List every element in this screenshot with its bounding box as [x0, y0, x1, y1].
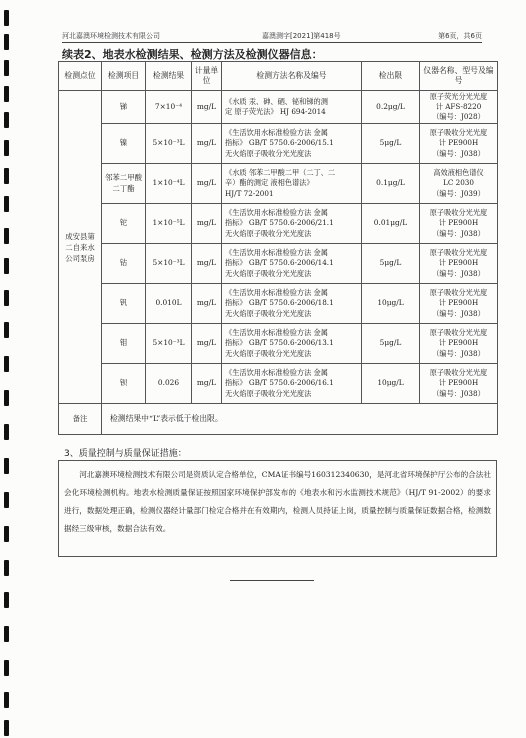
- section-title: 3、质量控制与质量保证措施：: [64, 449, 187, 459]
- note-row: [59, 404, 498, 435]
- cell-limit: 5μg/L: [362, 124, 420, 164]
- binding-mark: [4, 390, 9, 406]
- binding-mark: [4, 660, 9, 676]
- method-line: HJ/T 72-2001: [225, 188, 274, 198]
- binding-mark: [4, 168, 9, 184]
- method-line: 无火焰原子吸收分光光度法: [225, 308, 312, 318]
- instrument-line: 计 PE900H: [438, 298, 479, 308]
- binding-mark: [4, 526, 9, 542]
- cell-limit: 10μg/L: [362, 364, 420, 404]
- cell-result: 5×10⁻³L: [146, 244, 192, 284]
- cell-limit: 0.1μg/L: [362, 164, 420, 204]
- col-header-result: 检测结果: [146, 62, 192, 91]
- binding-mark: [4, 356, 9, 372]
- note-text: 检测结果中“L”表示低于检出限。: [102, 404, 498, 435]
- binding-mark: [4, 228, 9, 244]
- cell-unit: mg/L: [192, 204, 222, 244]
- cell-result: 0.026: [146, 364, 192, 404]
- instrument-line: （编号：J039）: [432, 188, 485, 198]
- method-line: 《生活饮用水标准检验方法 金属: [225, 207, 328, 217]
- cell-instrument: [420, 244, 498, 284]
- cell-result: 7×10⁻⁴: [146, 91, 192, 124]
- binding-mark: [4, 692, 9, 708]
- cell-result: 1×10⁻⁴L: [146, 164, 192, 204]
- cell-result: 0.010L: [146, 284, 192, 324]
- header-report-number: 嘉澳测字[2021]第418号: [262, 32, 341, 40]
- cell-item: 锑: [102, 91, 146, 124]
- instrument-line: 原子吸收分光光度: [429, 288, 488, 298]
- binding-holes: [0, 0, 14, 738]
- binding-mark: [4, 86, 9, 102]
- col-header-item: 检测项目: [102, 62, 146, 91]
- table-header-row: [59, 62, 498, 91]
- instrument-line: （编号：J038）: [432, 228, 485, 238]
- binding-mark: [4, 322, 9, 338]
- cell-unit: mg/L: [192, 244, 222, 284]
- quality-paragraph: 河北嘉澳环境检测技术有限公司是资质认定合格单位，CMA证书编号160312340630，是河北省环境保护厅公布的合法社会化环境检测机构。地表水检测质量保证按照国家环境保护部发布的《地表水和污水监测技术规范》（HJ/T 91-2002）的要求进行，数据处理正确，检测仪器经计量部门检定合格并在有效期内，检测人员持证上岗，质量控制与质量保证数据合格，检测数据经三级审核，数据合法有效。: [64, 470, 491, 533]
- instrument-line: 高效液相色谱仪: [433, 168, 484, 178]
- method-line: 《生活饮用水标准检验方法 金属: [225, 367, 328, 377]
- instrument-line: 计 PE900H: [438, 138, 479, 148]
- col-header-method: 检测方法名称及编号: [222, 62, 362, 91]
- cell-method: [222, 124, 362, 164]
- results-table: [58, 61, 498, 435]
- binding-mark: [4, 258, 9, 274]
- method-line: 《生活饮用水标准检验方法 金属: [225, 127, 328, 137]
- method-line: 指标》 GB/T 5750.6-2006/21.1: [225, 218, 334, 228]
- cell-method: [222, 364, 362, 404]
- instrument-line: （编号：J038）: [432, 308, 485, 318]
- instrument-line: 原子吸收分光光度: [429, 328, 488, 338]
- instrument-line: （编号：J038）: [432, 268, 485, 278]
- binding-mark: [4, 492, 9, 508]
- table-row: [59, 124, 498, 164]
- method-line: 无火焰原子吸收分光光度法: [225, 388, 312, 398]
- binding-mark: [4, 140, 9, 156]
- method-line: 辛）酯的测定 液相色谱法》: [225, 178, 314, 188]
- method-line: 无火焰原子吸收分光光度法: [225, 148, 312, 158]
- cell-item: 邻苯二甲酸二丁酯: [102, 164, 146, 204]
- binding-mark: [4, 290, 9, 306]
- cell-unit: mg/L: [192, 91, 222, 124]
- cell-result: 1×10⁻⁵L: [146, 204, 192, 244]
- instrument-line: 计 AFS-8220: [435, 101, 482, 111]
- cell-method: [222, 324, 362, 364]
- binding-mark: [4, 60, 9, 76]
- method-line: 《生活饮用水标准检验方法 金属: [225, 247, 328, 257]
- instrument-line: 计 PE900H: [438, 338, 479, 348]
- instrument-line: （编号：J038）: [432, 388, 485, 398]
- table-row: [59, 164, 498, 204]
- cell-limit: 5μg/L: [362, 324, 420, 364]
- cell-item: 镍: [102, 124, 146, 164]
- table-row: [59, 284, 498, 324]
- instrument-line: LC 2030: [443, 178, 474, 188]
- method-line: 指标》 GB/T 5750.6-2006/13.1: [225, 338, 334, 348]
- cell-instrument: [420, 91, 498, 124]
- cell-instrument: [420, 204, 498, 244]
- table-row: [59, 244, 498, 284]
- cell-method: [222, 284, 362, 324]
- method-line: 定 原子荧光法》 HJ 694-2014: [225, 107, 326, 116]
- binding-mark: [4, 424, 9, 440]
- cell-method: [222, 91, 362, 124]
- cell-method: [222, 204, 362, 244]
- cell-result: 5×10⁻³L: [146, 124, 192, 164]
- cell-item: 钡: [102, 364, 146, 404]
- header-company: 河北嘉澳环境检测技术有限公司: [62, 32, 160, 40]
- method-line: 指标》 GB/T 5750.6-2006/15.1: [225, 138, 334, 148]
- cell-instrument: [420, 284, 498, 324]
- instrument-line: 原子吸收分光光度: [429, 248, 488, 258]
- cell-method: [222, 164, 362, 204]
- cell-unit: mg/L: [192, 124, 222, 164]
- cell-site: 成安县第二自来水公司泵房: [59, 91, 102, 404]
- instrument-line: 原子吸收分光光度: [429, 128, 488, 138]
- binding-mark: [4, 626, 9, 642]
- binding-mark: [4, 10, 9, 26]
- col-header-limit: 检出限: [362, 62, 420, 91]
- binding-mark: [4, 34, 9, 50]
- cell-instrument: [420, 164, 498, 204]
- cell-limit: 10μg/L: [362, 284, 420, 324]
- cell-item: 钼: [102, 324, 146, 364]
- note-label: 备注: [59, 404, 102, 435]
- instrument-line: 计 PE900H: [438, 258, 479, 268]
- table-title: 续表2、地表水检测结果、检测方法及检测仪器信息：: [62, 48, 323, 61]
- binding-mark: [4, 458, 9, 474]
- cell-result: 5×10⁻³L: [146, 324, 192, 364]
- table-row: [59, 364, 498, 404]
- table-row: [59, 91, 498, 124]
- binding-mark: [4, 112, 9, 128]
- end-rule: [230, 580, 314, 581]
- cell-item: 钒: [102, 284, 146, 324]
- cell-item: 钴: [102, 244, 146, 284]
- cell-limit: 0.2μg/L: [362, 91, 420, 124]
- cell-instrument: [420, 124, 498, 164]
- col-header-unit: 计量单位: [192, 62, 222, 91]
- binding-mark: [4, 560, 9, 576]
- instrument-line: 计 PE900H: [438, 218, 479, 228]
- table-row: [59, 204, 498, 244]
- col-header-site: 检测点位: [59, 62, 102, 91]
- cell-unit: mg/L: [192, 364, 222, 404]
- instrument-line: （编号：J038）: [432, 148, 485, 158]
- method-line: 无火焰原子吸收分光光度法: [225, 268, 312, 278]
- method-line: 无火焰原子吸收分光光度法: [225, 228, 312, 238]
- cell-instrument: [420, 364, 498, 404]
- instrument-line: 原子吸收分光光度: [429, 208, 488, 218]
- instrument-line: （编号：J038）: [432, 348, 485, 358]
- method-line: 指标》 GB/T 5750.6-2006/18.1: [225, 298, 334, 308]
- cell-unit: mg/L: [192, 324, 222, 364]
- instrument-line: 原子荧光分光光度: [429, 91, 488, 101]
- method-line: 《生活饮用水标准检验方法 金属: [225, 327, 328, 337]
- method-line: 《生活饮用水标准检验方法 金属: [225, 287, 328, 297]
- method-line: 无火焰原子吸收分光光度法: [225, 348, 312, 358]
- cell-limit: 5μg/L: [362, 244, 420, 284]
- binding-mark: [4, 720, 9, 736]
- cell-limit: 0.01μg/L: [362, 204, 420, 244]
- method-line: 指标》 GB/T 5750.6-2006/16.1: [225, 378, 334, 388]
- header-page-number: 第6页，共6页: [438, 32, 482, 40]
- instrument-line: （编号：J028）: [432, 112, 485, 122]
- cell-unit: mg/L: [192, 284, 222, 324]
- method-line: 《水质 邻苯二甲酸二甲（二丁、二: [225, 167, 336, 177]
- instrument-line: 原子吸收分光光度: [429, 368, 488, 378]
- instrument-line: 计 PE900H: [438, 378, 479, 388]
- page-header: [62, 30, 482, 43]
- cell-method: [222, 244, 362, 284]
- binding-mark: [4, 196, 9, 212]
- method-line: 指标》 GB/T 5750.6-2006/14.1: [225, 258, 334, 268]
- cell-instrument: [420, 324, 498, 364]
- col-header-instrument: 仪器名称、型号及编号: [420, 62, 498, 91]
- binding-mark: [4, 592, 9, 608]
- cell-item: 铊: [102, 204, 146, 244]
- cell-unit: mg/L: [192, 164, 222, 204]
- table-row: [59, 324, 498, 364]
- method-line: 《水质 汞、砷、硒、铋和锑的测: [225, 96, 328, 106]
